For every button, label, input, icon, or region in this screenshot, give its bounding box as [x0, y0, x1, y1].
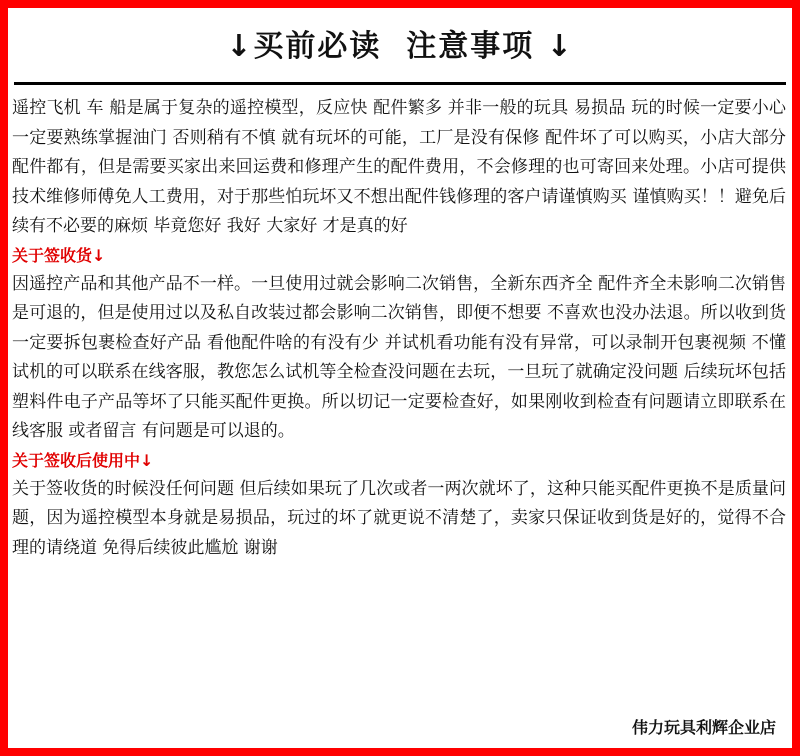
notice-body	[12, 94, 786, 563]
header	[8, 8, 792, 78]
intro-paragraph: 遥控飞机 车 船是属于复杂的遥控模型，反应快 配件繁多 并非一般的玩具 易损品 玩的时候一定要小心 一定要熟练掌握油门 否则稍有不慎 就有玩坏的可能，工厂是没有保修 配件坏了可以购买，小店大部分配件都有，但是需要买家出来回运费和修理产生的配件费用，不会修理的也可寄回来处理。小店可提供技术维修师傅免人工费用，对于那些怕玩坏又不想出配件钱修理的客户请谨慎购买 谨慎购买！！避免后续有不必要的麻烦 毕竟您好 我好 大家好 才是真的好	[12, 98, 786, 236]
section-heading-usage: 关于签收后使用中↓	[12, 450, 154, 470]
page-title: ↓买前必读 注意事项 ↓	[226, 29, 574, 64]
section-text-usage: 关于签收货的时候没任何问题 但后续如果玩了几次或者一两次就坏了，这种只能买配件更换不是质量问题，因为遥控模型本身就是易损品，玩过的坏了就更说不清楚了，卖家只保证收到货是好的，觉得不合理的请绕道 免得后续彼此尴尬 谢谢	[12, 478, 786, 558]
header-divider	[14, 82, 786, 85]
notice-card	[8, 8, 792, 748]
section-text-receiving: 因遥控产品和其他产品不一样。一旦使用过就会影响二次销售，全新东西齐全 配件齐全未影响二次销售是可退的，但是使用过以及私自改装过都会影响二次销售，即便不想要 不喜欢也没办法退。所以收到货一定要拆包裹检查好产品 看他配件啥的有没有少 并试机看功能有没有异常，可以录制开包裹视频 不懂试机的可以联系在线客服，教您怎么试机等全检查没问题在去玩，一旦玩了就确定没问题 后续玩坏包括塑料件电子产品等坏了只能买配件更换。所以切记一定要检查好，如果刚收到检查有问题请立即联系在线客服 或者留言 有问题是可以退的。	[12, 273, 786, 441]
section-heading-receiving: 关于签收货↓	[12, 245, 106, 265]
shop-name: 伟力玩具利辉企业店	[631, 718, 776, 737]
